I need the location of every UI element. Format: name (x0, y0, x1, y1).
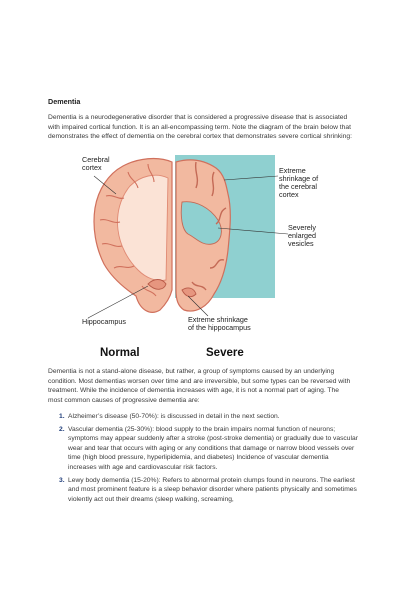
list-number: 2. (59, 425, 65, 433)
label-extreme-shrinkage-cortex: Extreme shrinkage of the cerebral cortex (279, 166, 319, 199)
label-hippocampus: Hippocampus (82, 317, 126, 326)
list-item (48, 476, 358, 505)
list-text: Lewy body dementia (15-20%): Refers to abnormal protein clumps found in neurons. The earliest and most prominent feature is a sleep behavior disorder where patients physically and sometimes violently act out their dreams (sleep walking, screaming, (68, 476, 357, 503)
label-extreme-shrinkage-hippocampus: Extreme shrinkage of the hippocampus (188, 315, 251, 332)
section-heading: Dementia (48, 97, 81, 106)
brain-diagram (78, 150, 328, 365)
list-item (48, 412, 358, 422)
list-text: Alzheimer’s disease (50-70%): is discussed in detail in the next section. (68, 413, 280, 420)
label-normal: Normal (100, 347, 140, 359)
label-severe: Severe (206, 347, 244, 359)
body-paragraph: Dementia is not a stand-alone disease, but rather, a group of symptoms caused by an underlying condition. Most dementias worsen over time and are irreversible, but some types can be reversed with treatment. While the incidence of dementia increases with age, it is not a normal part of aging. The most common causes of progressive dementia are: (48, 368, 351, 404)
causes-list (48, 412, 358, 507)
list-number: 1. (59, 413, 65, 420)
intro-paragraph: Dementia is a neurodegenerative disorder that is considered a progressive disease that is associated with impaired cortical function. It is an all-encompassing term. Note the diagram of the brain below that demonstrates the effect of dementia on the cerebral cortex that demonstrates severe cortical shrinking: (48, 114, 352, 141)
label-cerebral-cortex: Cerebral cortex (82, 155, 110, 172)
list-text: Vascular dementia (25-30%): blood supply to the brain impairs normal function of neurons; symptoms may appear suddenly after a stroke (post-stroke dementia) or gradually due to vascular wear and tear that occurs with aging or any conditions that damage or narrow blood vessels over time (high blood pressure, hyperlipidemia, and diabetes) Incidence of vascular dementia increases with age and cardiovascular risk factors. (68, 425, 358, 471)
list-item (48, 425, 358, 473)
list-number: 3. (59, 476, 65, 484)
label-severely-enlarged-vesicles: Severely enlarged vesicles (288, 223, 316, 248)
